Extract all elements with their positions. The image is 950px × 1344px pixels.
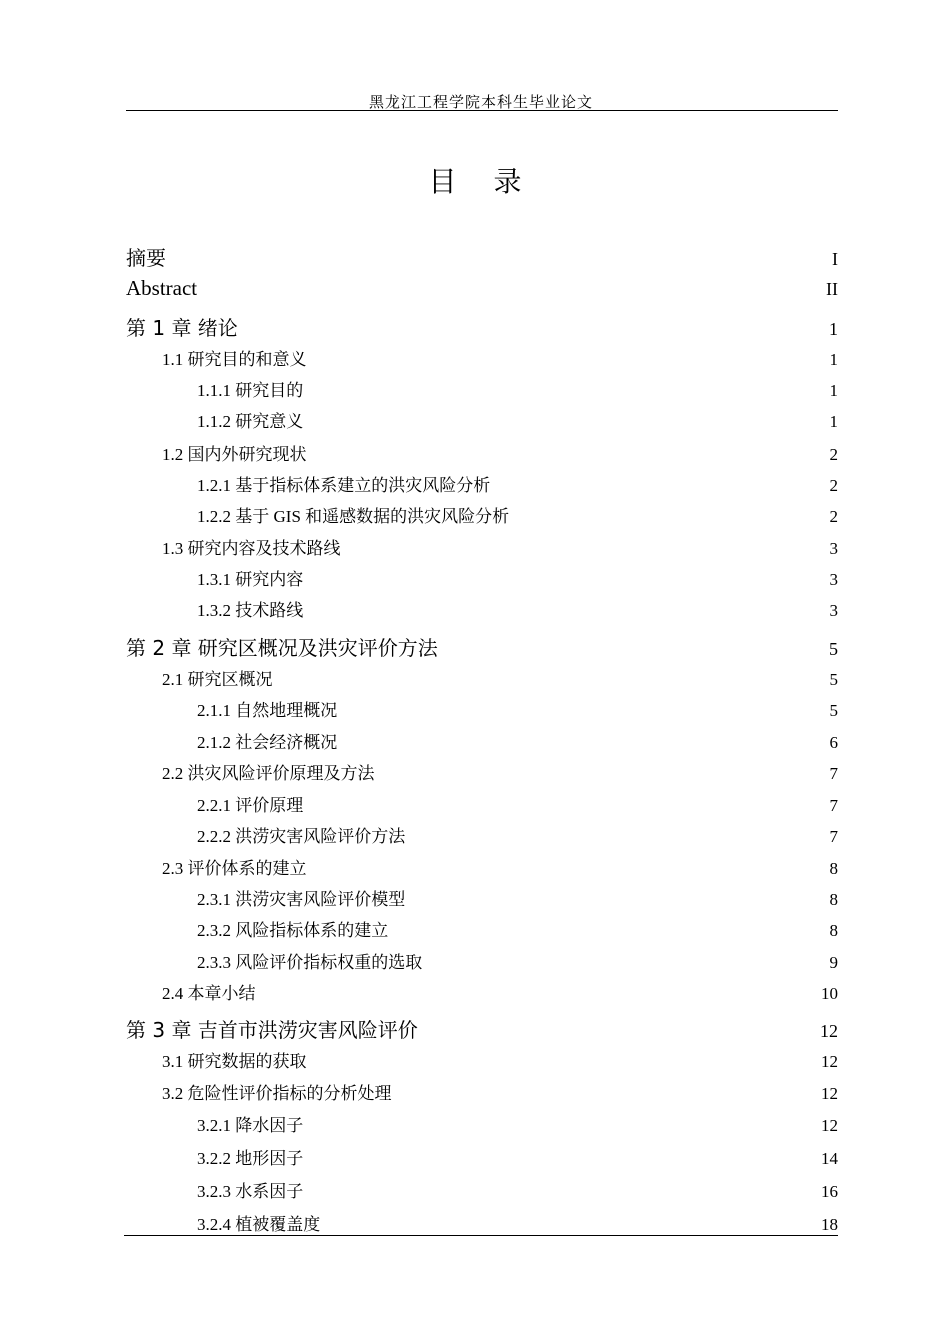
toc-entry[interactable] <box>126 632 838 661</box>
toc-entry-page: 14 <box>821 1149 838 1168</box>
toc-entry[interactable] <box>126 565 838 590</box>
toc-entry[interactable] <box>126 345 838 370</box>
toc-entry[interactable] <box>126 242 838 271</box>
toc-entry[interactable] <box>126 1111 838 1136</box>
toc-entry-page: 2 <box>829 445 838 464</box>
toc-entry[interactable] <box>126 822 838 847</box>
toc-entry-label: 3.2.2 地形因子 <box>197 1149 304 1168</box>
toc-entry-page: 3 <box>829 570 838 589</box>
toc-entry-label: 2.3.1 洪涝灾害风险评价模型 <box>197 890 406 909</box>
toc-entry-page: 12 <box>821 1084 838 1103</box>
toc-entry[interactable] <box>126 276 838 301</box>
toc-entry-label: 2.3.2 风险指标体系的建立 <box>197 921 389 940</box>
toc-entry[interactable] <box>126 596 838 621</box>
toc-entry-page: 10 <box>821 984 838 1003</box>
toc-entry[interactable] <box>126 854 838 879</box>
toc-entry[interactable] <box>126 1210 838 1235</box>
toc-entry-label: 2.1.2 社会经济概况 <box>197 733 338 752</box>
toc-entry-page: 6 <box>829 733 838 752</box>
toc-entry-page: 8 <box>829 890 838 909</box>
toc-entry[interactable] <box>126 312 838 341</box>
toc-entry[interactable] <box>126 791 838 816</box>
toc-entry[interactable] <box>126 665 838 690</box>
toc-entry-page: 1 <box>829 381 838 400</box>
toc-entry-page: 7 <box>829 796 838 815</box>
toc-entry-label: 1.3.2 技术路线 <box>197 601 304 620</box>
toc-entry[interactable] <box>126 1177 838 1202</box>
toc-entry-label: 1.2 国内外研究现状 <box>162 445 307 464</box>
toc-entry-label: 3.2 危险性评价指标的分析处理 <box>162 1084 392 1103</box>
toc-entry-page: 3 <box>829 539 838 558</box>
toc-entry[interactable] <box>126 979 838 1004</box>
toc-entry-page: 16 <box>821 1182 838 1201</box>
toc-entry[interactable] <box>126 471 838 496</box>
toc-entry[interactable] <box>126 502 838 527</box>
toc-entry-label: 2.3 评价体系的建立 <box>162 859 307 878</box>
toc-entry-label: 1.1 研究目的和意义 <box>162 350 307 369</box>
toc-entry-page: 1 <box>829 412 838 431</box>
toc-entry-label: 1.3.1 研究内容 <box>197 570 304 589</box>
toc-entry-label: 2.1.1 自然地理概况 <box>197 701 338 720</box>
running-header: 黑龙江工程学院本科生毕业论文 <box>368 95 593 111</box>
toc-entry-page: 1 <box>829 350 838 369</box>
toc-entry-page: 8 <box>829 859 838 878</box>
toc-entry[interactable] <box>126 1014 838 1043</box>
toc-entry[interactable] <box>126 407 838 432</box>
toc-entry[interactable] <box>126 1047 838 1072</box>
toc-entry-page: 12 <box>821 1052 838 1071</box>
toc-entry-page: 2 <box>829 476 838 495</box>
toc-entry-page: 5 <box>829 701 838 720</box>
toc-entry[interactable] <box>126 440 838 465</box>
footer-rule <box>124 1235 838 1236</box>
toc-entry-label: 1.2.1 基于指标体系建立的洪灾风险分析 <box>197 476 491 495</box>
toc-entry-label: 2.2.2 洪涝灾害风险评价方法 <box>197 827 406 846</box>
toc-entry-label: Abstract <box>126 276 198 300</box>
toc-entry-label: 3.2.1 降水因子 <box>197 1116 304 1135</box>
toc-entry-label: 2.2 洪灾风险评价原理及方法 <box>162 764 375 783</box>
toc-entry-label: 摘要 <box>126 246 166 270</box>
toc-entry-label: 第 3 章 吉首市洪涝灾害风险评价 <box>126 1018 418 1042</box>
toc-entry-label: 2.3.3 风险评价指标权重的选取 <box>197 953 423 972</box>
toc-entry-label: 第 2 章 研究区概况及洪灾评价方法 <box>126 636 438 660</box>
toc-entry-page: I <box>832 249 838 269</box>
toc-entry-label: 1.3 研究内容及技术路线 <box>162 539 341 558</box>
toc-entry-label: 2.1 研究区概况 <box>162 670 273 689</box>
toc-entry[interactable] <box>126 728 838 753</box>
toc-entry-label: 3.1 研究数据的获取 <box>162 1052 307 1071</box>
toc-entry-page: 5 <box>829 670 838 689</box>
toc-entry[interactable] <box>126 376 838 401</box>
toc-entry-label: 3.2.3 水系因子 <box>197 1182 304 1201</box>
toc-entry-label: 2.2.1 评价原理 <box>197 796 304 815</box>
toc-entry-page: 1 <box>829 319 838 339</box>
toc-entry-page: 5 <box>829 639 838 659</box>
toc-entry-label: 1.2.2 基于 GIS 和遥感数据的洪灾风险分析 <box>197 507 510 526</box>
toc-entry[interactable] <box>126 1144 838 1169</box>
toc-entry-page: 12 <box>821 1116 838 1135</box>
toc-entry-page: 12 <box>820 1021 838 1041</box>
toc-entry-label: 3.2.4 植被覆盖度 <box>197 1215 321 1234</box>
toc-entry[interactable] <box>126 885 838 910</box>
toc-entry-page: II <box>826 279 838 299</box>
toc-entry-page: 7 <box>829 827 838 846</box>
toc-entry-page: 3 <box>829 601 838 620</box>
toc-entry-page: 9 <box>829 953 838 972</box>
toc-entry-label: 1.1.2 研究意义 <box>197 412 304 431</box>
toc-entry-page: 8 <box>829 921 838 940</box>
toc-entry[interactable] <box>126 916 838 941</box>
toc-entry[interactable] <box>126 948 838 973</box>
toc-entry[interactable] <box>126 696 838 721</box>
toc-entry-label: 第 1 章 绪论 <box>126 316 238 340</box>
toc-entry-page: 2 <box>829 507 838 526</box>
toc-entry-label: 1.1.1 研究目的 <box>197 381 304 400</box>
toc-entry[interactable] <box>126 1079 838 1104</box>
toc-entry-label: 2.4 本章小结 <box>162 984 256 1003</box>
toc-entry[interactable] <box>126 759 838 784</box>
toc-entry[interactable] <box>126 534 838 559</box>
header-rule <box>126 110 838 111</box>
page-title: 目 录 <box>428 165 536 198</box>
toc-entry-page: 18 <box>821 1215 838 1234</box>
toc-entry-page: 7 <box>829 764 838 783</box>
